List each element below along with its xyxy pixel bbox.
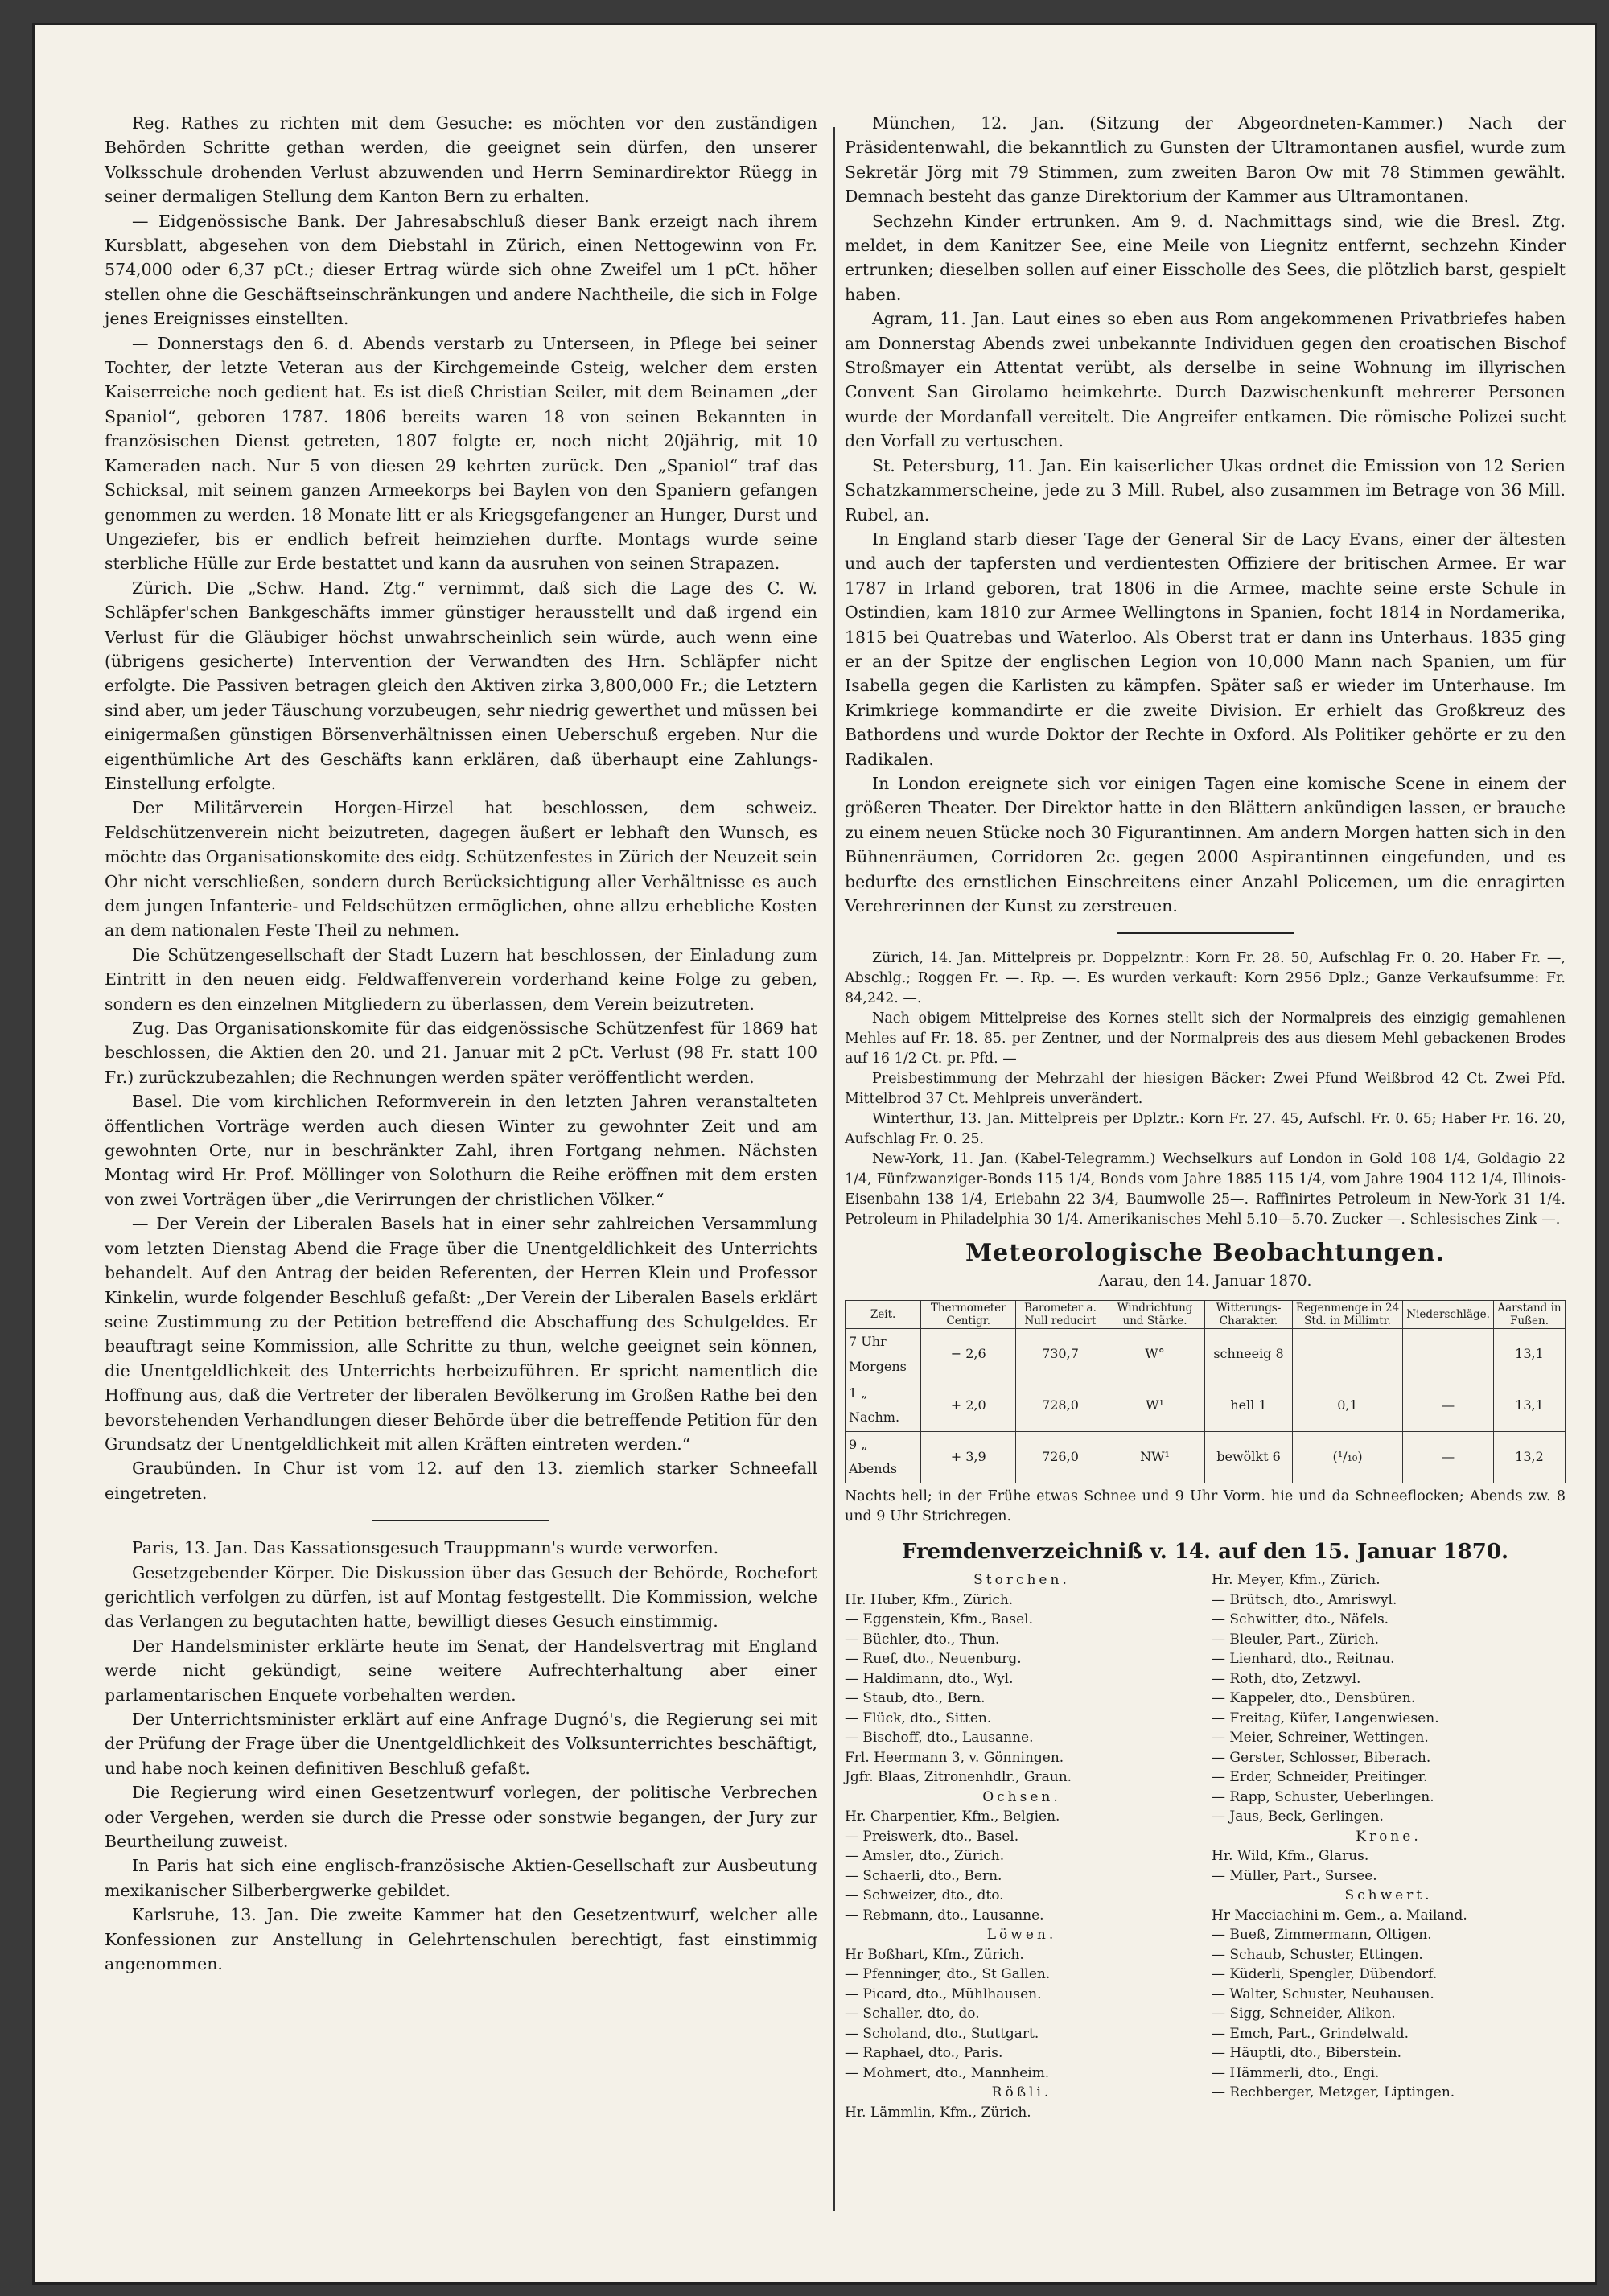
meteo-body [846, 1329, 1566, 1483]
article-paragraph: Der Unterrichtsminister erklärt auf eine Anfrage Dugnó's, die Regierung sei mit der Prüfung der Frage über die Unentgeldlichkeit des Volksunterrichtes beschäftigt, und habe noch keinen definitiven Beschluß gefaßt. [105, 1710, 817, 1778]
fremden-title: Fremdenverzeichniß v. 14. auf den 15. Januar 1870. [901, 1539, 1509, 1564]
guest-entry: Jgfr. Blaas, Zitronenhdlr., Graun. [845, 1769, 1072, 1786]
guest-entry: — Pfenninger, dto., St Gallen. [845, 1966, 1051, 1983]
guest-entry: — Eggenstein, Kfm., Basel. [845, 1611, 1033, 1628]
article-paragraph: Gesetzgebender Körper. Die Diskussion über das Gesuch der Behörde, Rochefort gerichtlich verfolgen zu dürfen, ist auf Montag festgestellt. Die Kommission, welche das Verlangen zu begutachten hatte, bewilligt dieses Gesuch einstimmig. [105, 1562, 817, 1631]
meteo-cell: 7 Uhr Morgens [846, 1329, 921, 1380]
meteo-cell: 13,1 [1493, 1380, 1565, 1432]
section-divider [1117, 932, 1294, 934]
meteo-cell: — [1403, 1431, 1494, 1483]
article-paragraph: Die Schützengesellschaft der Stadt Luzern hat beschlossen, der Einladung zum Eintritt in den neuen eidg. Feldwaffenverein vorderhand keine Folge zu geben, sondern es den einzelnen Mitgliedern zu überlassen, dem Verein beizutreten. [105, 944, 817, 1014]
guest-entry: — Bleuler, Part., Zürich. [1212, 1631, 1380, 1648]
meteo-title: Meteorologische Beobachtungen. [965, 1239, 1446, 1268]
guest-entry: — Flück, dto., Sitten. [845, 1710, 992, 1726]
guest-entry: Frl. Heermann 3, v. Gönningen. [845, 1749, 1064, 1766]
guest-entry: — Schaerli, dto., Bern. [845, 1867, 1002, 1884]
guest-entry: — Staub, dto., Bern. [845, 1690, 986, 1707]
guest-entry: — Schweizer, dto., dto. [845, 1887, 1004, 1904]
guest-entry: Hr. Huber, Kfm., Zürich. [845, 1591, 1014, 1608]
guest-entry: — Bischoff, dto., Lausanne. [845, 1730, 1034, 1747]
meteo-cell: schneeig 8 [1205, 1329, 1292, 1380]
article-paragraph: In Paris hat sich eine englisch-französische Aktien-Gesellschaft zur Ausbeutung mexikanischer Silberbergwerke gebildet. [105, 1856, 817, 1900]
article-paragraph: Karlsruhe, 13. Jan. Die zweite Kammer hat den Gesetzentwurf, welcher alle Konfessionen zur Anstellung in Gelehrtenschulen berechtigt, fast einstimmig angenommen. [105, 1905, 817, 1974]
meteo-cell [1292, 1329, 1403, 1380]
article-paragraph: Der Militärverein Horgen-Hirzel hat beschlossen, dem schweiz. Feldschützenverein nicht beizutreten, dagegen äußert er lebhaft den Wunsch, es möchte das Organisationskomite des eidg. Schützenfestes in Zürich der Neuzeit sein Ohr nicht verschließen, sondern durch Berücksichtigung aller Verhältnisse es auch dem jungen Infanterie- und Feldschützen ermöglichen, ohne allzu erhebliche Kosten an dem nationalen Feste Theil zu nehmen. [105, 798, 817, 940]
meteo-cell: (¹/₁₀) [1292, 1431, 1403, 1483]
article-paragraph: Reg. Rathes zu richten mit dem Gesuche: es möchten vor den zuständigen Behörden Schritte gethan werden, die geeignet sein dürfen, den unserer Volksschule drohenden Verlust abzuwenden und Herrn Seminardirektor Rüegg in seiner dermaligen Stellung dem Kanton Bern zu erhalten. [105, 113, 817, 207]
meteo-cell: 730,7 [1016, 1329, 1105, 1380]
meteo-cell: + 2,0 [921, 1380, 1016, 1432]
hotel-name: Ochsen. [982, 1788, 1061, 1805]
meteo-cell: 9 „ Abends [846, 1431, 921, 1483]
market-reports [845, 948, 1566, 1230]
guest-entry: — Haldimann, dto., Wyl. [845, 1670, 1014, 1687]
guest-entry: — Rapp, Schuster, Ueberlingen. [1212, 1788, 1434, 1805]
fremden-column-1 [845, 1570, 1199, 2122]
guest-entry: — Scholand, dto., Stuttgart. [845, 2025, 1039, 2042]
hotel-name: Rößli. [991, 2084, 1052, 2101]
meteo-header-cell: Aarstand in Fußen. [1493, 1301, 1565, 1329]
article-paragraph: In London ereignete sich vor einigen Tagen eine komische Scene in einem der größeren Theater. Der Direktor hatte in den Blättern ankündigen lassen, er brauche zu einem neuen Stücke noch 30 Figurantinnen. Am andern Morgen hatten sich in den Bühnenräumen, Corridoren 2c. gegen 2000 Aspirantinnen eingefunden, und es bedurfte des ernstlichen Einschreitens einer Anzahl Policemen, um die enragirten Verehrerinnen der Kunst zu zerstreuen. [845, 773, 1566, 916]
column-divider [833, 127, 835, 2211]
guest-entry: — Schwitter, dto., Näfels. [1212, 1611, 1389, 1628]
guest-entry: — Walter, Schuster, Neuhausen. [1212, 1985, 1434, 2002]
guest-entry: — Schaub, Schuster, Ettingen. [1212, 1946, 1423, 1963]
article-paragraph: — Donnerstags den 6. d. Abends verstarb zu Unterseen, in Pflege bei seiner Tochter, der letzte Veteran aus der Kirchgemeinde Gsteig, welcher dem ersten Kaiserreiche noch gedient hat. Es ist dieß Christian Seiler, mit dem Beinamen „der Spaniol“, geboren 1787. 1806 bereits waren 18 von seinen Bekannten in französischen Dienst getreten, 1807 folgte er, noch nicht 20jährig, mit 10 Kameraden nach. Nur 5 von diesen 29 kehrten zurück. Den „Spaniol“ traf das Schicksal, mit seinem ganzen Armeekorps bei Baylen von den Spaniern gefangen genommen zu werden. 18 Monate litt er als Kriegsgefangener an Hunger, Durst und Ungeziefer, bis er endlich befreit heimziehen durfte. Montags wurde seine sterbliche Hülle zur Erde bestattet und kann da ausruhen von seinen Strapazen. [105, 333, 817, 574]
guest-entry: — Preiswerk, dto., Basel. [845, 1828, 1019, 1845]
guest-entry: — Müller, Part., Sursee. [1212, 1867, 1377, 1884]
hotel-name: Storchen. [973, 1572, 1070, 1589]
meteo-header-cell: Windrichtung und Stärke. [1105, 1301, 1205, 1329]
guest-entry: — Häuptli, dto., Biberstein. [1212, 2045, 1401, 2062]
guest-entry: — Mohmert, dto., Mannheim. [845, 2064, 1050, 2081]
guest-entry: Hr. Wild, Kfm., Glarus. [1212, 1848, 1369, 1865]
guest-entry: — Sigg, Schneider, Alikon. [1212, 2006, 1396, 2022]
guest-entry: — Küderli, Spengler, Dübendorf. [1212, 1966, 1438, 1983]
article-paragraph: Zug. Das Organisationskomite für das eidgenössische Schützenfest für 1869 hat beschlossen, die Aktien den 20. und 21. Januar mit 2 pCt. Verlust (98 Fr. statt 100 Fr.) zurückzubezahlen; die Rechnungen werden später veröffentlicht werden. [105, 1018, 817, 1087]
market-report: Winterthur, 13. Jan. Mittelpreis per Dplztr.: Korn Fr. 27. 45, Aufschl. Fr. 0. 65; Haber Fr. 16. 20, Aufschlag Fr. 0. 25. [845, 1111, 1566, 1148]
guest-entry: — Hämmerli, dto., Engi. [1212, 2064, 1380, 2081]
guest-entry: — Kappeler, dto., Densbüren. [1212, 1690, 1416, 1707]
guest-entry: — Amsler, dto., Zürich. [845, 1848, 1005, 1865]
meteo-header-cell: Witterungs-Charakter. [1205, 1301, 1292, 1329]
meteo-cell: 13,1 [1493, 1329, 1565, 1380]
article-paragraph: In England starb dieser Tage der General Sir de Lacy Evans, einer der ältesten und auch der tapfersten und verdientesten Offiziere der britischen Armee. Er war 1787 in Irland geboren, trat 1806 in die Armee, machte seine erste Schule in Ostindien, kam 1810 zur Armee Wellingtons in Spanien, focht 1814 in Nordamerika, 1815 bei Quatrebas und Waterloo. Als Oberst trat er dann ins Unterhaus. 1835 ging er an der Spitze der englischen Legion von 10,000 Mann nach Spanien, um für Isabella gegen die Karlisten zu kämpfen. Später saß er wieder im Unterhause. Im Krimkriege kommandirte er die zweite Division. Er erhielt das Großkreuz des Bathordens und wurde Doktor der Rechte in Oxford. Als Politiker gehörte er zu den Radikalen. [845, 529, 1566, 769]
hotel-name: Löwen. [986, 1927, 1057, 1944]
guest-entry: — Jaus, Beck, Gerlingen. [1212, 1808, 1384, 1825]
meteo-cell: 726,0 [1016, 1431, 1105, 1483]
meteo-table [845, 1300, 1566, 1483]
meteo-row [846, 1380, 1566, 1432]
article-paragraph: — Eidgenössische Bank. Der Jahresabschluß dieser Bank erzeigt nach ihrem Kursblatt, abgesehen von dem Diebstahl in Zürich, einen Nettogewinn von Fr. 574,000 oder 6,37 pCt.; dieser Ertrag würde sich ohne Zweifel um 1 pCt. höher stellen ohne die Geschäftseinschränkungen und andere Nachtheile, die sich in Folge jenes Ereignisses einstellten. [105, 211, 817, 329]
meteo-subtitle: Aarau, den 14. Januar 1870. [1098, 1272, 1312, 1290]
meteo-header-cell: Barometer a. Null reducirt [1016, 1301, 1105, 1329]
guest-entry: Hr. Lämmlin, Kfm., Zürich. [845, 2104, 1031, 2121]
article-paragraph: Der Handelsminister erklärte heute im Senat, der Handelsvertrag mit England werde nicht gekündigt, seine weitere Aufrechterhaltung aber einer parlamentarischen Enquete vorbehalten werden. [105, 1636, 817, 1705]
guest-entry: — Picard, dto., Mühlhausen. [845, 1985, 1042, 2002]
guest-entry: — Emch, Part., Grindelwald. [1212, 2025, 1409, 2042]
meteo-cell: 0,1 [1292, 1380, 1403, 1432]
article-paragraph: Zürich. Die „Schw. Hand. Ztg.“ vernimmt, daß sich die Lage des C. W. Schläpfer'schen Bankgeschäfts immer günstiger herausstellt und daß irgend ein Verlust für die Gläubiger höchst unwahrscheinlich sein würde, auch wenn eine (übrigens gesicherte) Intervention der Verwandten des Hrn. Schläpfer nicht erfolgte. Die Passiven betragen gleich den Aktiven zirka 3,800,000 Fr.; die Letztern sind aber, um jeder Täuschung vorzubeugen, sehr niedrig gewerthet und müssen bei einigermaßen günstigen Börsenverhältnissen einen Ueberschuß ergeben. Nur die eigenthümliche Art des Geschäfts kann erklären, daß überhaupt eine Zahlungs-Einstellung erfolgte. [105, 578, 817, 793]
section-divider [372, 1520, 549, 1521]
meteo-cell [1403, 1329, 1494, 1380]
right-articles [845, 111, 1566, 918]
guest-entry: — Büchler, dto., Thun. [845, 1631, 1000, 1648]
meteo-header-cell: Niederschläge. [1403, 1301, 1494, 1329]
meteo-cell: − 2,6 [921, 1329, 1016, 1380]
market-report: Zürich, 14. Jan. Mittelpreis pr. Doppelzntr.: Korn Fr. 28. 50, Aufschlag Fr. 0. 20. Haber Fr. —, Abschlg.; Roggen Fr. —. Rp. —. Es wurden verkauft: Korn 2956 Dplz.; Ganze Verkaufsumme: Fr. 84,242. —. [845, 950, 1566, 1007]
meteo-cell: — [1403, 1380, 1494, 1432]
meteo-cell: hell 1 [1205, 1380, 1292, 1432]
meteo-header-cell: Regenmenge in 24 Std. in Millimtr. [1292, 1301, 1403, 1329]
article-paragraph: Paris, 13. Jan. Das Kassationsgesuch Trauppmann's wurde verworfen. [132, 1538, 719, 1558]
right-column [845, 111, 1566, 2122]
meteo-note: Nachts hell; in der Frühe etwas Schnee und 9 Uhr Vorm. hie und da Schneeflocken; Abends zw. 8 und 9 Uhr Strichregen. [845, 1487, 1566, 1524]
guest-entry: — Roth, dto, Zetzwyl. [1212, 1670, 1361, 1687]
meteo-cell: 1 „ Nachm. [846, 1380, 921, 1432]
meteo-cell: W° [1105, 1329, 1205, 1380]
hotel-name: Schwert. [1344, 1887, 1433, 1904]
guest-entry: — Ruef, dto., Neuenburg. [845, 1651, 1022, 1668]
meteo-cell: + 3,9 [921, 1431, 1016, 1483]
guest-entry: — Erder, Schneider, Preitinger. [1212, 1769, 1428, 1786]
guest-entry: Hr. Meyer, Kfm., Zürich. [1212, 1572, 1381, 1589]
article-paragraph: — Der Verein der Liberalen Basels hat in einer sehr zahlreichen Versammlung vom letzten Dienstag Abend die Frage über die Unentgeldlichkeit des Unterrichts behandelt. Auf den Antrag der beiden Referenten, der Herren Klein und Professor Kinkelin, wurde folgender Beschluß gefaßt: „Der Verein der Liberalen Basels erklärt seine Zustimmung zu der Petition betreffend die Abschaffung des Schulgeldes. Er beauftragt seine Kommission, alle Schritte zu thun, welche geeignet sein können, die Unentgeldlichkeit des Unterrichts herbeizuführen. Er spricht namentlich die Hoffnung aus, daß die Vertreter der liberalen Bevölkerung im Großen Rathe bei den bevorstehenden Verhandlungen dieser Behörde über die betreffende Petition für den Grundsatz der Unentgeldlichkeit mit allen Kräften eintreten werden.“ [105, 1214, 817, 1454]
article-paragraph: Graubünden. In Chur ist vom 12. auf den 13. ziemlich starker Schneefall eingetreten. [105, 1459, 817, 1503]
fremden-column-2 [1212, 1570, 1566, 2122]
meteo-row [846, 1329, 1566, 1380]
meteo-cell: 13,2 [1493, 1431, 1565, 1483]
guest-entry: — Rechberger, Metzger, Liptingen. [1212, 2084, 1455, 2101]
left-column [105, 111, 817, 1976]
guest-entry: — Gerster, Schlosser, Biberach. [1212, 1749, 1431, 1766]
article-paragraph: München, 12. Jan. (Sitzung der Abgeordneten-Kammer.) Nach der Präsidentenwahl, die bekanntlich zu Gunsten der Ultramontanen ausfiel, wurde zum Sekretär Jörg mit 79 Stimmen, zum zweiten Baron Ow mit 78 Stimmen gewählt. Demnach besteht das ganze Direktorium der Kammer aus Ultramontanen. [845, 113, 1566, 207]
article-paragraph: St. Petersburg, 11. Jan. Ein kaiserlicher Ukas ordnet die Emission von 12 Serien Schatzkammerscheine, jede zu 3 Mill. Rubel, also zusammen im Betrage von 36 Mill. Rubel, an. [845, 455, 1566, 525]
article-paragraph: Die Regierung wird einen Gesetzentwurf vorlegen, der politische Verbrechen oder Vergehen, werden sie durch die Presse oder sonstwie begangen, der Jury zur Beurtheilung zuweist. [105, 1783, 817, 1852]
left-foreign-articles [105, 1536, 817, 1976]
meteo-cell: 728,0 [1016, 1380, 1105, 1432]
guest-entry: — Meier, Schreiner, Wettingen. [1212, 1730, 1429, 1747]
guest-entry: — Schaller, dto, do. [845, 2006, 980, 2022]
left-articles [105, 111, 817, 1505]
guest-entry: — Freitag, Küfer, Langenwiesen. [1212, 1710, 1439, 1726]
guest-entry: — Brütsch, dto., Amriswyl. [1212, 1591, 1397, 1608]
meteo-cell: NW¹ [1105, 1431, 1205, 1483]
meteo-header-cell: Thermometer Centigr. [921, 1301, 1016, 1329]
market-report: New-York, 11. Jan. (Kabel-Telegramm.) Wechselkurs auf London in Gold 108 1/4, Goldagio 22 1/4, Fünfzwanziger-Bonds 115 1/4, Bonds vom Jahre 1885 115 1/4, vom Jahre 1904 112 1/4, Illinois-Eisenbahn 138 1/4, Eriebahn 22 3/4, Baumwolle 25—. Raffinirtes Petroleum in New-York 31 1/4. Petroleum in Philadelphia 30 1/4. Amerikanisches Mehl 5.10—5.70. Zucker —. Schlesisches Zink —. [845, 1151, 1566, 1228]
article-paragraph: Agram, 11. Jan. Laut eines so eben aus Rom angekommenen Privatbriefes haben am Donnerstag Abends zwei unbekannte Individuen gegen den croatischen Bischof Stroßmayer ein Attentat verübt, als derselbe in seine Wohnung im illyrischen Convent San Girolamo heimkehrte. Durch Dazwischenkunft mehrerer Personen wurde der Mordanfall vereitelt. Die Angreifer entkamen. Die römische Polizei sucht den Vorfall zu vertuschen. [845, 309, 1566, 451]
article-paragraph: Sechzehn Kinder ertrunken. Am 9. d. Nachmittags sind, wie die Bresl. Ztg. meldet, in dem Kanitzer See, eine Meile von Liegnitz entfernt, sechzehn Kinder ertrunken; dieselben sollen auf einer Eisscholle des Sees, die plötzlich barst, gespielt haben. [845, 211, 1566, 304]
hotel-name: Krone. [1356, 1828, 1422, 1845]
guest-entry: Hr. Charpentier, Kfm., Belgien. [845, 1808, 1060, 1825]
guest-entry: Hr Boßhart, Kfm., Zürich. [845, 1946, 1024, 1963]
guest-entry: — Bueß, Zimmermann, Oltigen. [1212, 1927, 1432, 1944]
meteo-cell: W¹ [1105, 1380, 1205, 1432]
meteo-header-cell: Zeit. [846, 1301, 921, 1329]
meteo-header-row [846, 1301, 1566, 1329]
guest-entry: — Rebmann, dto., Lausanne. [845, 1907, 1044, 1924]
guest-entry: — Raphael, dto., Paris. [845, 2045, 1003, 2062]
newspaper-page [32, 23, 1597, 2285]
market-report: Nach obigem Mittelpreise des Kornes stellt sich der Normalpreis des einzigig gemahlenen Mehles auf Fr. 18. 85. per Zentner, und der Normalpreis des aus diesem Mehl gebackenen Brodes auf 16 1/2 Ct. pr. Pfd. — [845, 1010, 1566, 1068]
guest-entry: — Lienhard, dto., Reitnau. [1212, 1651, 1395, 1668]
article-paragraph: Basel. Die vom kirchlichen Reformverein in den letzten Jahren veranstalteten öffentlichen Vorträge werden auch diesen Winter zu gewohnter Zeit und am gewohnten Orte, nur in beschränkter Zahl, ihren Fortgang nehmen. Nächsten Montag wird Hr. Prof. Möllinger von Solothurn die Reihe eröffnen mit dem ersten von zwei Vorträgen über „die Verirrungen der christlichen Völker.“ [105, 1092, 817, 1209]
market-report: Preisbestimmung der Mehrzahl der hiesigen Bäcker: Zwei Pfund Weißbrod 42 Ct. Zwei Pfd. Mittelbrod 37 Ct. Mehlpreis unverändert. [845, 1071, 1566, 1108]
meteo-cell: bewölkt 6 [1205, 1431, 1292, 1483]
guest-entry: Hr Macciachini m. Gem., a. Mailand. [1212, 1907, 1467, 1924]
meteo-row [846, 1431, 1566, 1483]
fremden-list [845, 1570, 1566, 2122]
